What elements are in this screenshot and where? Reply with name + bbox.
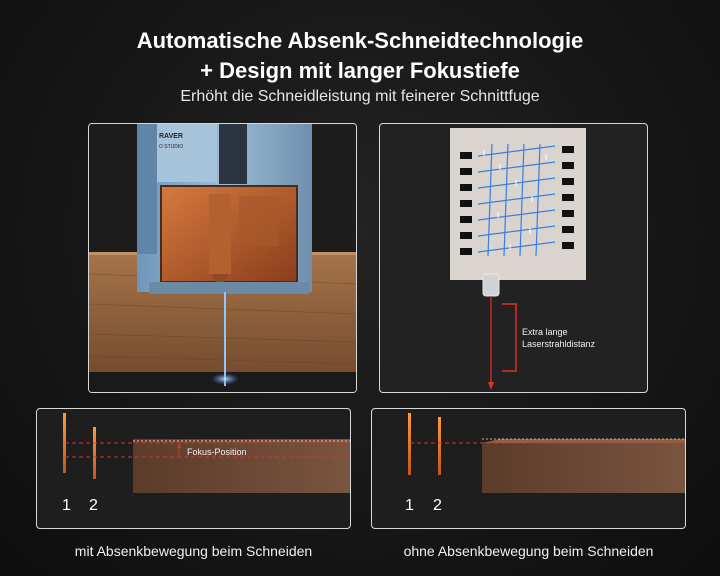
without-lowering-panel — [371, 408, 686, 529]
marker-2: 2 — [89, 497, 98, 514]
laser-position-2 — [438, 417, 441, 475]
without-lowering-diagram — [372, 409, 686, 529]
focus-position-label: Fokus-Position — [187, 447, 247, 457]
marker-1: 1 — [62, 497, 71, 514]
distance-annotation: Extra lange Laserstrahldistanz — [522, 327, 596, 349]
with-lowering-panel — [36, 408, 351, 529]
laser-position-1 — [408, 413, 411, 475]
marker-1: 1 — [405, 497, 414, 514]
machine-illustration — [89, 124, 357, 393]
with-lowering-diagram — [37, 409, 351, 529]
wood-block — [482, 443, 686, 493]
machine-illustration-panel — [88, 123, 357, 393]
laser-position-2 — [93, 427, 96, 479]
title-line-1: Automatische Absenk-Schneidtechnologie — [136, 28, 584, 53]
brand-label: RAVER — [159, 133, 183, 140]
lens-icon — [483, 274, 499, 296]
focus-depth-panel — [379, 123, 648, 393]
caption-with-lowering: mit Absenkbewegung beim Schneiden — [74, 543, 313, 559]
marker-2: 2 — [433, 497, 442, 514]
distance-bracket — [502, 304, 516, 371]
page-title — [0, 26, 720, 86]
title-line-2: + Design mit langer Fokustiefe — [200, 58, 520, 83]
page-subtitle: Erhöht die Schneidleistung mit feinerer Schnittfuge — [180, 88, 540, 105]
focus-depth-diagram — [380, 124, 648, 393]
model-label: O STUDIO — [159, 144, 184, 150]
caption-without-lowering: ohne Absenkbewegung beim Schneiden — [403, 543, 654, 559]
